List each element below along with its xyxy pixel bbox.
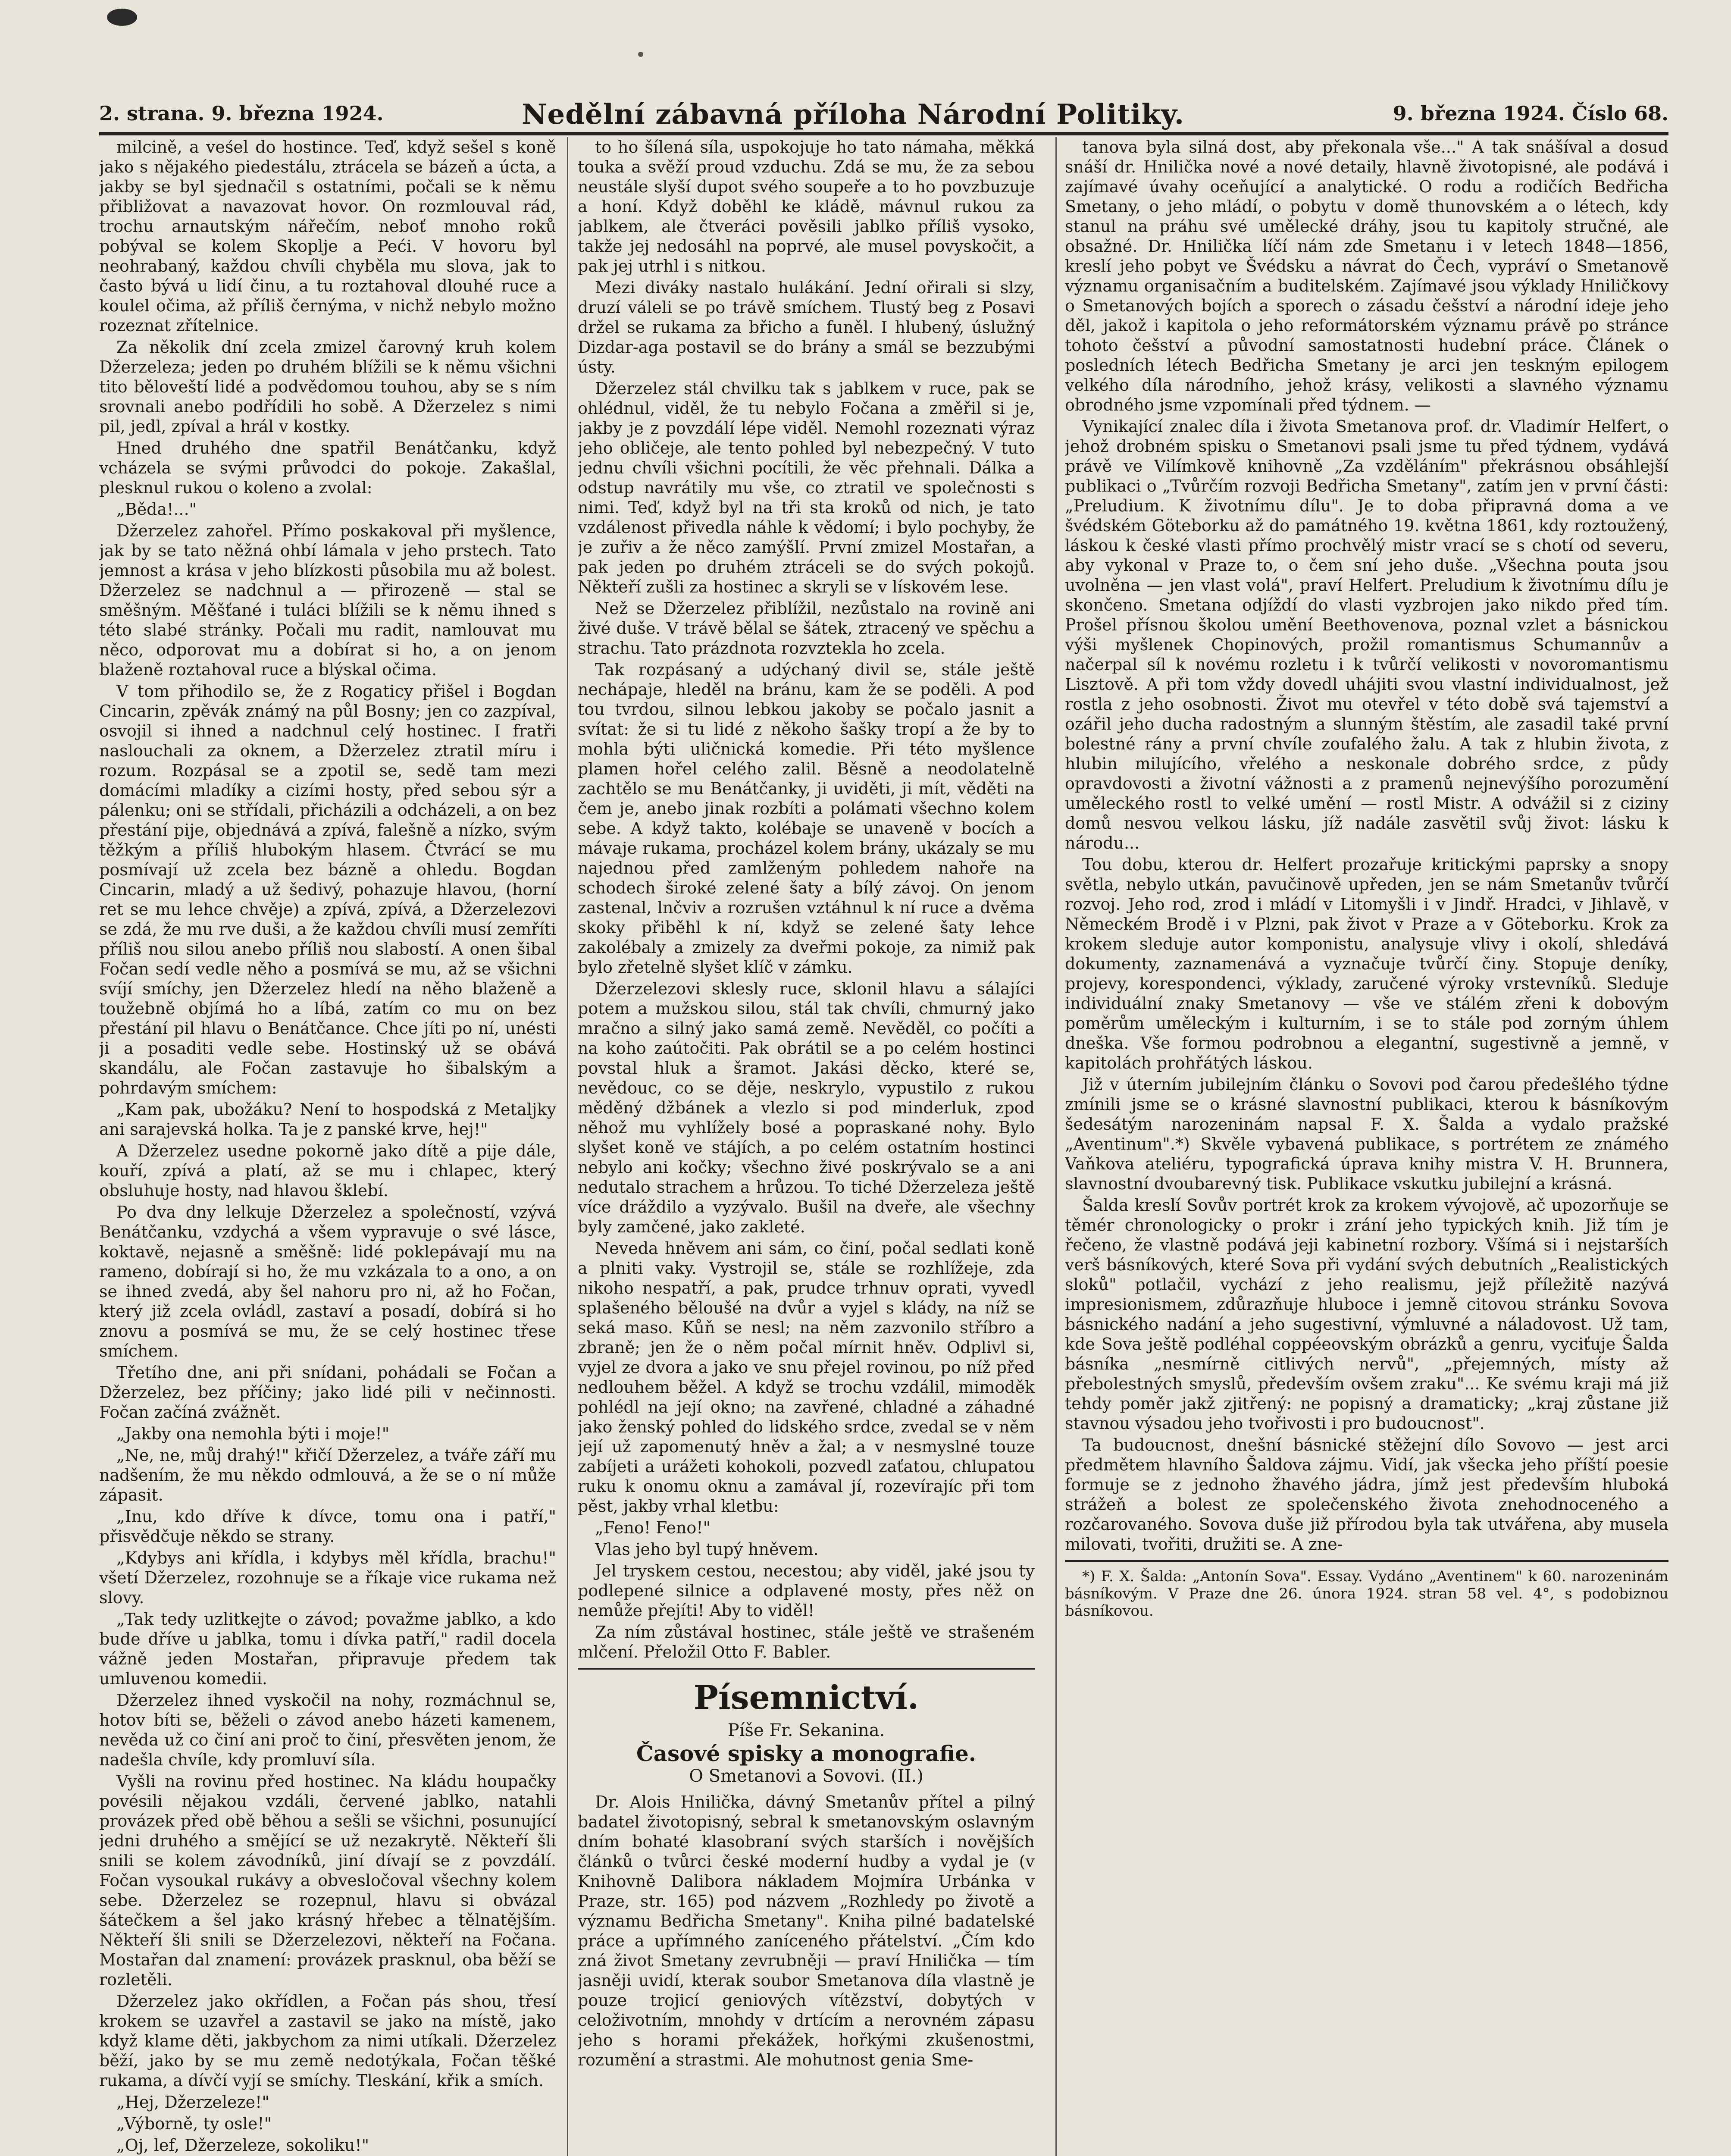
header-date-issue: 9. března 1924. Číslo 68. [1393,102,1668,125]
header-rule [99,132,1668,135]
paragraph: Za několik dní zcela zmizel čarovný kruh kolem Džerzeleza; jeden po druhém blížili se k němu všichni tito běloveští lidé a podvědomou touhou, aby se s ním srovnali anebo podřídili ho sobě. A Džerzelez s nimi pil, jedl, zpíval a hrál v kostky. [99,338,556,436]
paragraph: Tak rozpásaný a udýchaný divil se, stále ještě nechápaje, hleděl na bránu, kam že se poděli. A pod tou tvrdou, silnou lebkou jakoby se počalo jasnit a svítat: že si tu lidé z někoho šašky tropí a že by to mohla býti uličnická komedie. Při této myšlence plamen hořel celého zalil. Běsně a neodolatelně zachtělo se mu Benátčanky, ji uviděti, ji mít, věděti na čem je, anebo jinak rozbíti a polámati všechno kolem sebe. A když takto, kolébaje se unaveně v bocích a mávaje rukama, procházel kolem brány, ukázaly se mu najednou před zamlženým pohledem nahoře na schodech široké zelené šaty a bílý závoj. On jenom zastenal, lnčviv a rozrušen vztáhnul k ní ruce a dvěma skoky přiběhl k ní, když se zelené šaty lehce zakolébaly a zmizely za dveřmi pokoje, za nimiž pak bylo zřetelně slyšet klíč v zámku. [578,660,1035,977]
column-2 [578,137,1035,2156]
paragraph: „Výborně, ty osle!" [116,2114,272,2133]
article-title: Časové spisky a monografie. [636,1741,977,1766]
paragraph: Tou dobu, kterou dr. Helfert prozařuje kritickými paprsky a snopy světla, nebylo utkán, pavučinově upředen, jen se nám Smetanův tvůrčí rozvoj. Jeho rod, zrod i mládí v Litomyšli i v Jindř. Hradci, v Jihlavě, v Německém Brodě i v Plzni, pak život v Praze a v Göteborku. Krok za krokem sleduje autor komponistu, analysuje vlivy i okolí, shledává dokumenty, zaznamenává a vyznačuje tvůrčí činy. Stopuje deníky, projevy, korespondenci, výklady, zaručené výroky vrstevníků. Sleduje individuální znaky Smetanovy — vše ve stálém zřeni k dobovým poměrům uměleckým i kulturním, i se to stále pod zorným úhlem dneška. Vše formou podrobnou a elegantní, sugestivně a jemně, v kapitolách prohřátých láskou. [1065,855,1668,1072]
paragraph: „Kdybys ani křídla, i kdybys měl křídla, brachu!" všetí Džerzelez, rozohnuje se a říkaje vice rukama než slovy. [99,1548,556,1607]
paragraph: Vynikající znalec díla i života Smetanova prof. dr. Vladimír Helfert, o jehož drobném spisku o Smetanovi psali jsme tu před týdnem, vydává právě ve Vilímkově knihovně „Za vzděláním" překrásnou obsáhlejší publikaci o „Tvůrčím rozvoji Bedřicha Smetany", zatím jen v první části: „Preludium. K životnímu dílu". Je to doba připravná doma a ve švédském Göteborku až do památného 19. května 1861, kdy roztoužený, láskou k české vlasti přímo prochvělý mistr vrací se s chotí od severu, aby vykonal v Praze to, o čem sní jeho duše. „Všechna pouta jsou uvolněna — jen vlast volá", praví Helfert. Preludium k životnímu dílu je skončeno. Smetana odjíždí do vlasti vyzbrojen jako nikdo před tím. Prošel přísnou školou umění Beethovenova, poznal vzlet a básnickou výši myšlenek Chopinových, prožil romantismus Schumannův a načerpal síl k novému rozletu i k tvůrčí velikosti v novoromantismu Lisztově. A při tom vždy dovedl uhájiti svou vlastní individualnost, jež rostla z jeho osobnosti. Život mu otevřel v této době svá tajemství a ozářil jeho ducha radostným a slunným štěstím, ale zasadil také první bolestné rány a první chvíle zoufalého žalu. A tak z hlubin života, z hlubin milujícího, vřelého a neskonale dobrého srdce, z půdy opravdovosti a životní vážnosti a z pramenů nejnevýšího porozumění uměleckého rostl to velké umění — rostl Mistr. A odvážil si z ciziny domů nesvou velkou lásku, jíž nadále zasvětil svůj život: lásku k národu... [1065,417,1668,852]
section-rule [578,1668,1035,1670]
paragraph: Již v úterním jubilejním článku o Sovovi pod čarou předešlého týdne zmínili jsme se o krásné slavnostní publikaci, kterou k básníkovým šedesátým narozeninám napsal F. X. Šalda a vydalo pražské „Aventinum".*) Skvěle vybavená publikace, s portrétem ze známého Vaňkova ateliéru, typografická úprava knihy mistra V. H. Brunnera, slavnostní dvoubarevný tisk. Publikace vskutku jubilejní a krásná. [1065,1075,1668,1193]
paragraph: „Kam pak, ubožáku? Není to hospodská z Metaljky ani sarajevská holka. Ta je z panské krve, hej!" [99,1100,556,1139]
paragraph: Džerzelez jako okřídlen, a Fočan pás shou, třesí krokem se uzavřel a zastavil se jako na místě, jako když klame děti, jakbychom za nimi utíkali. Džerzelez běží, jako by se mu země nedotýkala, Fočan těšké rukama, a dívčí vyjí se smíchy. Tleskání, křik a smích. [99,1992,556,2090]
column-divider [567,137,568,2156]
section-byline: Píše Fr. Sekanina. [727,1720,885,1740]
paragraph: „Inu, kdo dříve k dívce, tomu ona i patří," přisvědčuje někdo se strany. [99,1507,556,1546]
paragraph: „Jakby ona nemohla býti i moje!" [116,1424,390,1443]
paragraph: Vyšli na rovinu před hostinec. Na kládu houpačky povésili nějakou vzdáli, červené jablko, natahli provázek před obě běhou a sešli se všichni, posunující jedni druhého a smějící se už nezakrytě. Někteří šli snili se kolem závodníků, jiní dívají se z povzdálí. Fočan vysoukal rukávy a obvesločoval všechny kolem sebe. Džerzelez se rozepnul, hlavu si obvázal šátečkem a šel jako krásný hřebec a tělnatějším. Někteří šli snili se Džerzelezovi, někteří na Fočana. Mostařan dal znamení: provázek prasknul, oba běží se rozletěli. [99,1772,556,1989]
paragraph: Hned druhého dne spatřil Benátčanku, když vcházela se svými průvodci do pokoje. Zakašlal, plesknul rukou o koleno a zvolal: [99,439,556,497]
paragraph: Džerzelez zahořel. Přímo poskakoval při myšlence, jak by se tato něžná ohbí lámala v jeho prstech. Tato jemnost a krása v jeho blízkosti působila mu až bolest. Džerzelez se nadchnul a — přirozeně — stal se směšným. Měšťané i tuláci blížili se k němu ihned s této slabé stránky. Počali mu radit, namlouvat mu něco, odporovat mu a dobírat si ho, a on jenom blaženě roztahoval ruce a blýskal očima. [99,521,556,679]
paragraph: „Tak tedy uzlitkejte o závod; považme jablko, a kdo bude dříve u jablka, tomu i dívka patří," radil docela vážně jeden Mostařan, připravuje předem tak umluvenou komedii. [99,1610,556,1688]
paragraph: Dr. Alois Hnilička, dávný Smetanův přítel a pilný badatel životopisný, sebral k smetanovským oslavným dním bohaté klasobraní svých starších i novějších článků o tvůrci české moderní hudby a vydal je (v Knihovně Dalibora nákladem Mojmíra Urbánka v Praze, str. 165) pod názvem „Rozhledy po životě a významu Bedřicha Smetany". Kniha pilné badatelské práce a upřímného zaníceného přátelství. „Čím kdo zná život Smetany zevrubněji — praví Hnilička — tím jasněji uvidí, kterak soubor Smetanova díla vlastně je pouze trojicí geniových vítězství, dobytých v celoživotním, mnohdy v drtícím a nerovném zápasu jeho s horami překážek, hořkými zkušenostmi, rozumění a strastmi. Ale mohutnost genia Sme- [578,1792,1035,2069]
paragraph: Třetího dne, ani při snídani, pohádali se Fočan a Džerzelez, bez příčiny; jako lidé pili v nečinnosti. Fočan začíná zvážnět. [99,1363,556,1422]
paragraph: to ho šílená síla, uspokojuje ho tato námaha, měkká touka a svěží proud vzduchu. Zdá se mu, že za sebou neustále slyší dupot svého soupeře a to ho povzbuzuje a honí. Když doběhl ke kládě, mávnul rukou za jablkem, ale čtveráci pověsili jablko příliš vysoko, takže jej nedosáhl na poprvé, ale musel povyskočit, a pak jej utrhl i s nitkou. [578,138,1035,276]
paragraph: Vlas jeho byl tupý hněvem. [595,1540,819,1559]
ink-speck [638,52,643,57]
paragraph: A Džerzelez usedne pokorně jako dítě a pije dále, kouří, zpívá a platí, až se mu i chlapec, který obsluhuje hosty, nad hlavou šklebí. [99,1141,556,1200]
page-header [99,98,1668,133]
paragraph: „Ne, ne, můj drahý!" křičí Džerzelez, a tváře září mu nadšením, že mu někdo odmlouvá, a že se o ní může zápasit. [99,1446,556,1504]
paragraph: Džerzelez ihned vyskočil na nohy, rozmáchnul se, hotov bíti se, běželi o závod anebo házeti kamenem, nevěda už co činí ani proč to činí, přesvěten jenom, že nadešla chvíle, kdy promluví síla. [99,1691,556,1769]
paragraph: Neveda hněvem ani sám, co činí, počal sedlati koně a plniti vaky. Vystrojil se, stále se rozhlížeje, zda nikoho nespatří, a pak, prudce trhnuv oprati, vyvedl splašeného běloušé na dvůr a vyjel s klády, na níž se seká maso. Kůň se nesl; na něm zazvonilo stříbro a zbraně; jen že o něm počal mírnit hněv. Odplivl si, vyjel ze dvora a jako ve snu přejel rovinou, po níž před nedlouhem běžel. A když se trochu vzdálil, mimoděk pohlédl na její okno; na zavřené, chladné a záhadné jako ženský pohled do lidského srdce, zvedal se v něm její už zapomenutý hněv a žal; a v nesmyslné touze zabíjeti a urážeti kohokoli, pozvedl zaťatou, chlupatou ruku k onomu oknu a zamával jí, rozevírajíc při tom pěst, jakby vrhal kletbu: [578,1239,1035,1516]
paragraph: V tom přihodilo se, že z Rogaticy přišel i Bogdan Cincarin, zpěvák známý na půl Bosny; jen co zazpíval, osvojil si ihned a nadchnul celý hostinec. I fratři naslouchali za oknem, a Džerzelez ztratil míru i rozum. Rozpásal se a zpotil se, sedě tam mezi domácími mladíky a cizími hosty, před sebou sýr a pálenku; oni se střídali, přicházili a odcházeli, a on bez přestání pije, objednává a zpívá, falešně a nízko, svým těžkým a příliš hlubokým hlasem. Čtvrácí se mu posmívají už zcela bez bázně a ohledu. Bogdan Cincarin, mladý a už šedivý, pohazuje hlavou, (horní ret se mu lehce chvěje) a zpívá, zpívá, a Džerzelezovi se zdá, že mu rve duši, a že každou chvíli musí zemříti příliš nou silou anebo příliš nou slabostí. A onen šibal Fočan sedí vedle něho a posmívá se mu, až se všichni svíjí smíchy, jen Džerzelez hledí na něho blaženě a toužebně objímá ho a líbá, zatím co mu on bez přestání pil hlavu o Benátčance. Chce jíti po ní, unésti ji a posaditi vedle sebe. Hostinský už se obává skandálu, ale Fočan zastavuje ho šibalským a pohrdavým smíchem: [99,682,556,1097]
footnote: *) F. X. Šalda: „Antonín Sova". Essay. Vydáno „Aventinem" k 60. narozeninám básníkovým. V Praze dne 26. února 1924. stran 58 vel. 4°, s podobiznou básníkovou. [1065,1568,1668,1620]
paragraph: Než se Džerzelez přiblížil, nezůstalo na rovině ani živé duše. V trávě bělal se šátek, ztracený ve spěchu a strachu. Tato prázdnota rozvztekla ho zcela. [578,599,1035,658]
article-subtitle: O Smetanovi a Sovovi. (II.) [689,1766,923,1786]
paragraph: „Hej, Džerzeleze!" [116,2093,269,2112]
paragraph: milcině, a veśel do hostince. Teď, když sešel s koně jako s nějakého piedestálu, ztrácela se bázeň a úcta, a jakby se byl sjednačil s ostatními, počali se k němu přibližovat a navazovat hovor. On rozmlouval rád, trochu arnautským nářečím, neboť mnoho roků pobýval se kolem Skoplje a Peći. V hovoru byl neohrabaný, každou chvíli chyběla mu slova, jak to často bývá u lidí činu, a tu roztahoval dlouhé ruce a koulel očima, až příliš černýma, v nichž nebylo možno rozeznat zřítelnice. [99,138,556,335]
paragraph: „Běda!..." [116,500,197,519]
paragraph: Za ním zůstával hostinec, stále ještě ve strašeném mlčení. Přeložil Otto F. Babler. [578,1623,1035,1661]
column-1 [99,137,556,2156]
ink-stain [107,9,137,26]
paragraph: Mezi diváky nastalo hulákání. Jední ořirali si slzy, druzí váleli se po trávě smíchem. Tlustý beg z Posavi držel se rukama za břicho a funěl. I hlubený, úslužný Dizdar-aga postavil se do brány a smál se bezzubými ústy. [578,278,1035,376]
paragraph: Džerzelezovi sklesly ruce, sklonil hlavu a sálajíci potem a mužskou silou, stál tak chvíli, chmurný jako mračno a silný jako samá země. Nevěděl, co počíti a na koho zaútočiti. Pak obrátil se a po celém hostinci povstal hluk a šramot. Jakási děcko, které se, nevědouc, co se děje, neskrylo, vypustilo z rukou měděný džbánek a vlezlo si pod minderluk, zpod něhož mu vyhlížely bosé a popraskané nohy. Bylo slyšet koně ve stájích, a po celém ostatním hostinci nebylo ani kočky; všechno živé poskrývalo se a ani nedutalo strachem a hrůzou. To tiché Džerzeleza ještě více dráždilo a vyzývalo. Bušil na dveře, ale všechny byly zamčené, jako zakleté. [578,979,1035,1236]
section-heading: Písemnictví. [693,1678,919,1717]
paragraph: Ta budoucnost, dnešní básnické stěžejní dílo Sovovo — jest arci předmětem hlavního Šaldova zájmu. Vidí, jak všecka jeho příští poesie formuje se z jednoho žhavého jádra, jímž jest především hluboká strážeň a bolest ze společenského života znehodnoceného a rozčarovaného. Sovova duše již přírodou byla tak utvářena, aby musela milovati, tvořiti, družiti se. A zne- [1065,1435,1668,1554]
header-date-left: 2. strana. 9. března 1924. [99,102,384,125]
paragraph: Jel tryskem cestou, necestou; aby viděl, jaké jsou ty podlepené silnice a odplavené mosty, přes něž on nemůže přejíti! Aby to viděl! [578,1561,1035,1620]
header-publication-title: Nedělní zábavná příloha Národní Politiky. [522,98,1184,131]
paragraph: Po dva dny lelkuje Džerzelez a společností, vzývá Benátčanku, vzdychá a všem vypravuje o své lásce, koktavě, nejasně a směšně: lidé poklepávají mu na rameno, dobírají si ho, že mu vzkázala to a ono, a on se ihned zvedá, aby šel nahoru pro ni, až ho Fočan, který již zcela ovládl, zastaví a posadí, dobírá si ho znovu a posmívá se mu, že se celý hostinec třese smíchem. [99,1203,556,1360]
footnote-rule [1065,1560,1668,1562]
paragraph: tanova byla silná dost, aby překonala vše..." A tak snášíval a dosud snáší dr. Hnilička nové a nové detaily, hlavně životopisné, ale podává i zajímavé úvahy oceňující a analytické. O rodu a rodičích Bedřicha Smetany, o jeho mládí, o pobytu v domě thunovském a o létech, kdy stanul na práhu své umělecké dráhy, jsou tu kapitoly stručné, ale obsažné. Dr. Hnilička líčí nám zde Smetanu i v letech 1848—1856, kreslí jeho pobyt ve Švédsku a návrat do Čech, vypráví o Smetanově významu organisačním a buditelském. Zajímavé jsou výklady Hniličkovy o Smetanových bojích a sporech o zásadu češství a národní ideje jeho děl, jakož i kapitola o jeho reformátorském významu právě po stránce tohoto češství a původní samostatnosti hudební práce. Článek o posledních létech Bedřicha Smetany je arci jen teskným epilogem velkého díla národního, jehož krásy, velikosti a slavného významu obrodného jsme vzpomínali před týdnem. — [1065,138,1668,414]
column-divider [1055,137,1057,2156]
paragraph: Džerzelez stál chvilku tak s jablkem v ruce, pak se ohlédnul, viděl, že tu nebylo Fočana a změřil si je, jakby je z povzdálí lépe viděl. Nemohl rozeznati výraz jeho obličeje, ale tento pohled byl nebezpečný. V tuto jednu chvíli všichni pocítili, že věc přehnali. Dálka a odstup navrátily mu vše, co ztratil ve společnosti s nimi. Teď, když byl na tři sta kroků od nich, je tato vzdálenost přivedla náhle k vědomí; i bylo pochyby, že je zuřiv a že něco zamýšlí. První zmizel Mostařan, a pak jeden po druhém ztráceli se do svých pokojů. Někteří zušli za hostinec a skryli se v lískovém lese. [578,379,1035,596]
paragraph: „Feno! Feno!" [595,1518,711,1537]
column-3 [1065,137,1668,2156]
paragraph: Šalda kreslí Sovův portrét krok za krokem vývojově, ač upozorňuje se těmér chronologicky o prokr i zrání jeho typických knih. Již tím je řečeno, že vlastně podává jeji kabinetní rozbory. Všímá si i nejstarších verš básníkových, které Sova při vydání svých debutních „Realistických sloků" potlačil, vychází z jeho realismu, jejž příležitě nazývá impresionismem, zdůrazňuje hluboce i jemně citovou stránku Sovova básnického nadání a jeho sugestivní, výmluvné a náladovost. Už tam, kde Sova ještě podléhal coppéeovským obrázků a genru, vyciťuje Šalda básníka „nesmírně citlivých nervů", „přejemných, místy až přebolestných smyslů, především ovšem zraku"... Ke svému kraji má již tehdy poměr jakž zjitřený: ne popisný a dramaticky; „kraj zůstane již stavnou výsadou jeho tvořivosti i pro budoucnost". [1065,1196,1668,1433]
paragraph: „Oj, lef, Džerzeleze, sokoliku!" [116,2136,369,2155]
